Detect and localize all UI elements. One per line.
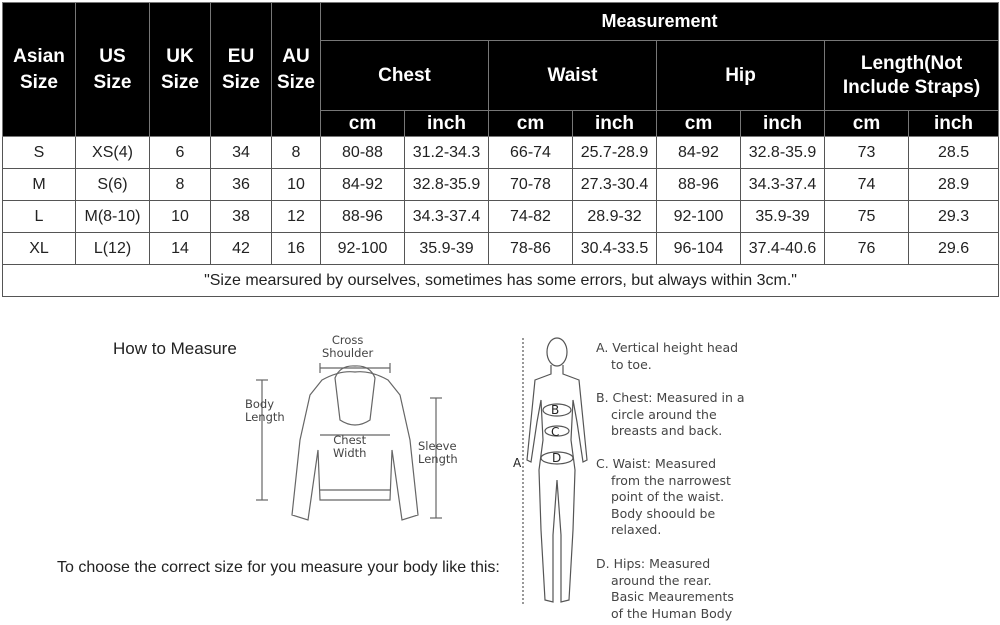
table-cell: 88-96 bbox=[657, 169, 741, 201]
letter-a: A bbox=[513, 456, 522, 470]
choose-size-text: To choose the correct size for you measure your body like this: bbox=[57, 559, 500, 576]
table-cell: 31.2-34.3 bbox=[405, 137, 489, 169]
table-cell: S(6) bbox=[76, 169, 150, 201]
body-outline bbox=[527, 365, 587, 602]
table-cell: 70-78 bbox=[489, 169, 573, 201]
table-cell: 35.9-39 bbox=[741, 201, 825, 233]
jacket-hood bbox=[335, 366, 375, 425]
cross-shoulder-label: Cross Shoulder bbox=[322, 333, 374, 360]
table-cell: 76 bbox=[825, 233, 909, 265]
unit-inch: inch bbox=[405, 111, 489, 137]
table-cell: 27.3-30.4 bbox=[573, 169, 657, 201]
table-cell: 8 bbox=[272, 137, 321, 169]
table-cell: XS(4) bbox=[76, 137, 150, 169]
description-c: C. Waist: Measured from the narrowest point of the waist. Body shoould be relaxed. bbox=[596, 456, 731, 537]
chest-width-label: Chest Width bbox=[333, 433, 367, 460]
table-row bbox=[3, 169, 999, 201]
table-row bbox=[3, 137, 999, 169]
table-cell: 96-104 bbox=[657, 233, 741, 265]
table-cell: 66-74 bbox=[489, 137, 573, 169]
table-cell: 30.4-33.5 bbox=[573, 233, 657, 265]
table-cell: 36 bbox=[211, 169, 272, 201]
description-d: D. Hips: Measured around the rear. Basic Meaurements of the Human Body bbox=[596, 556, 734, 621]
table-cell: 38 bbox=[211, 201, 272, 233]
table-cell: 92-100 bbox=[657, 201, 741, 233]
header-au-size: AU Size bbox=[272, 3, 321, 137]
header-measurement: Measurement bbox=[321, 3, 999, 41]
unit-inch: inch bbox=[909, 111, 999, 137]
table-cell: 75 bbox=[825, 201, 909, 233]
measurement-note: "Size mearsured by ourselves, sometimes has some errors, but always within 3cm." bbox=[3, 265, 999, 297]
table-cell: 88-96 bbox=[321, 201, 405, 233]
table-cell: 34.3-37.4 bbox=[741, 169, 825, 201]
header-length: Length(Not Include Straps) bbox=[825, 41, 999, 111]
table-cell: 42 bbox=[211, 233, 272, 265]
table-cell: S bbox=[3, 137, 76, 169]
table-cell: L(12) bbox=[76, 233, 150, 265]
table-row bbox=[3, 201, 999, 233]
table-cell: 25.7-28.9 bbox=[573, 137, 657, 169]
description-a: A. Vertical height head to toe. bbox=[596, 340, 739, 372]
table-cell: 28.9-32 bbox=[573, 201, 657, 233]
table-row bbox=[3, 233, 999, 265]
header-chest: Chest bbox=[321, 41, 489, 111]
table-cell: 29.3 bbox=[909, 201, 999, 233]
letter-b: B bbox=[551, 403, 560, 417]
header-eu-size: EU Size bbox=[211, 3, 272, 137]
table-cell: 78-86 bbox=[489, 233, 573, 265]
table-cell: 28.5 bbox=[909, 137, 999, 169]
table-cell: L bbox=[3, 201, 76, 233]
body-length-label: Body Length bbox=[245, 397, 285, 424]
unit-inch: inch bbox=[741, 111, 825, 137]
table-cell: 84-92 bbox=[657, 137, 741, 169]
table-cell: 10 bbox=[272, 169, 321, 201]
table-cell: 14 bbox=[150, 233, 211, 265]
jacket-diagram bbox=[240, 330, 470, 530]
table-cell: 74-82 bbox=[489, 201, 573, 233]
table-cell: 34.3-37.4 bbox=[405, 201, 489, 233]
header-uk-size: UK Size bbox=[150, 3, 211, 137]
letter-d: D bbox=[552, 451, 562, 465]
table-cell: 74 bbox=[825, 169, 909, 201]
table-cell: 29.6 bbox=[909, 233, 999, 265]
description-b: B. Chest: Measured in a circle around the breasts and back. bbox=[596, 390, 745, 438]
table-cell: 73 bbox=[825, 137, 909, 169]
table-cell: 34 bbox=[211, 137, 272, 169]
table-cell: 35.9-39 bbox=[405, 233, 489, 265]
unit-cm: cm bbox=[321, 111, 405, 137]
table-cell: 8 bbox=[150, 169, 211, 201]
table-cell: 37.4-40.6 bbox=[741, 233, 825, 265]
table-cell: 16 bbox=[272, 233, 321, 265]
unit-cm: cm bbox=[825, 111, 909, 137]
table-cell: 92-100 bbox=[321, 233, 405, 265]
table-cell: 84-92 bbox=[321, 169, 405, 201]
unit-cm: cm bbox=[489, 111, 573, 137]
table-cell: 32.8-35.9 bbox=[741, 137, 825, 169]
table-cell: 12 bbox=[272, 201, 321, 233]
how-to-measure-title: How to Measure bbox=[113, 339, 237, 358]
header-waist: Waist bbox=[489, 41, 657, 111]
letter-c: C bbox=[551, 425, 560, 439]
table-cell: 80-88 bbox=[321, 137, 405, 169]
unit-cm: cm bbox=[657, 111, 741, 137]
header-asian-size: Asian Size bbox=[3, 3, 76, 137]
header-us-size: US Size bbox=[76, 3, 150, 137]
head-outline bbox=[547, 338, 567, 366]
table-cell: M bbox=[3, 169, 76, 201]
table-cell: 28.9 bbox=[909, 169, 999, 201]
table-cell: 32.8-35.9 bbox=[405, 169, 489, 201]
unit-inch: inch bbox=[573, 111, 657, 137]
table-cell: 6 bbox=[150, 137, 211, 169]
header-hip: Hip bbox=[657, 41, 825, 111]
table-cell: 10 bbox=[150, 201, 211, 233]
sleeve-length-label: Sleeve Length bbox=[418, 439, 458, 466]
table-cell: XL bbox=[3, 233, 76, 265]
size-chart-table bbox=[2, 2, 999, 297]
table-cell: M(8-10) bbox=[76, 201, 150, 233]
body-figure bbox=[517, 330, 597, 620]
